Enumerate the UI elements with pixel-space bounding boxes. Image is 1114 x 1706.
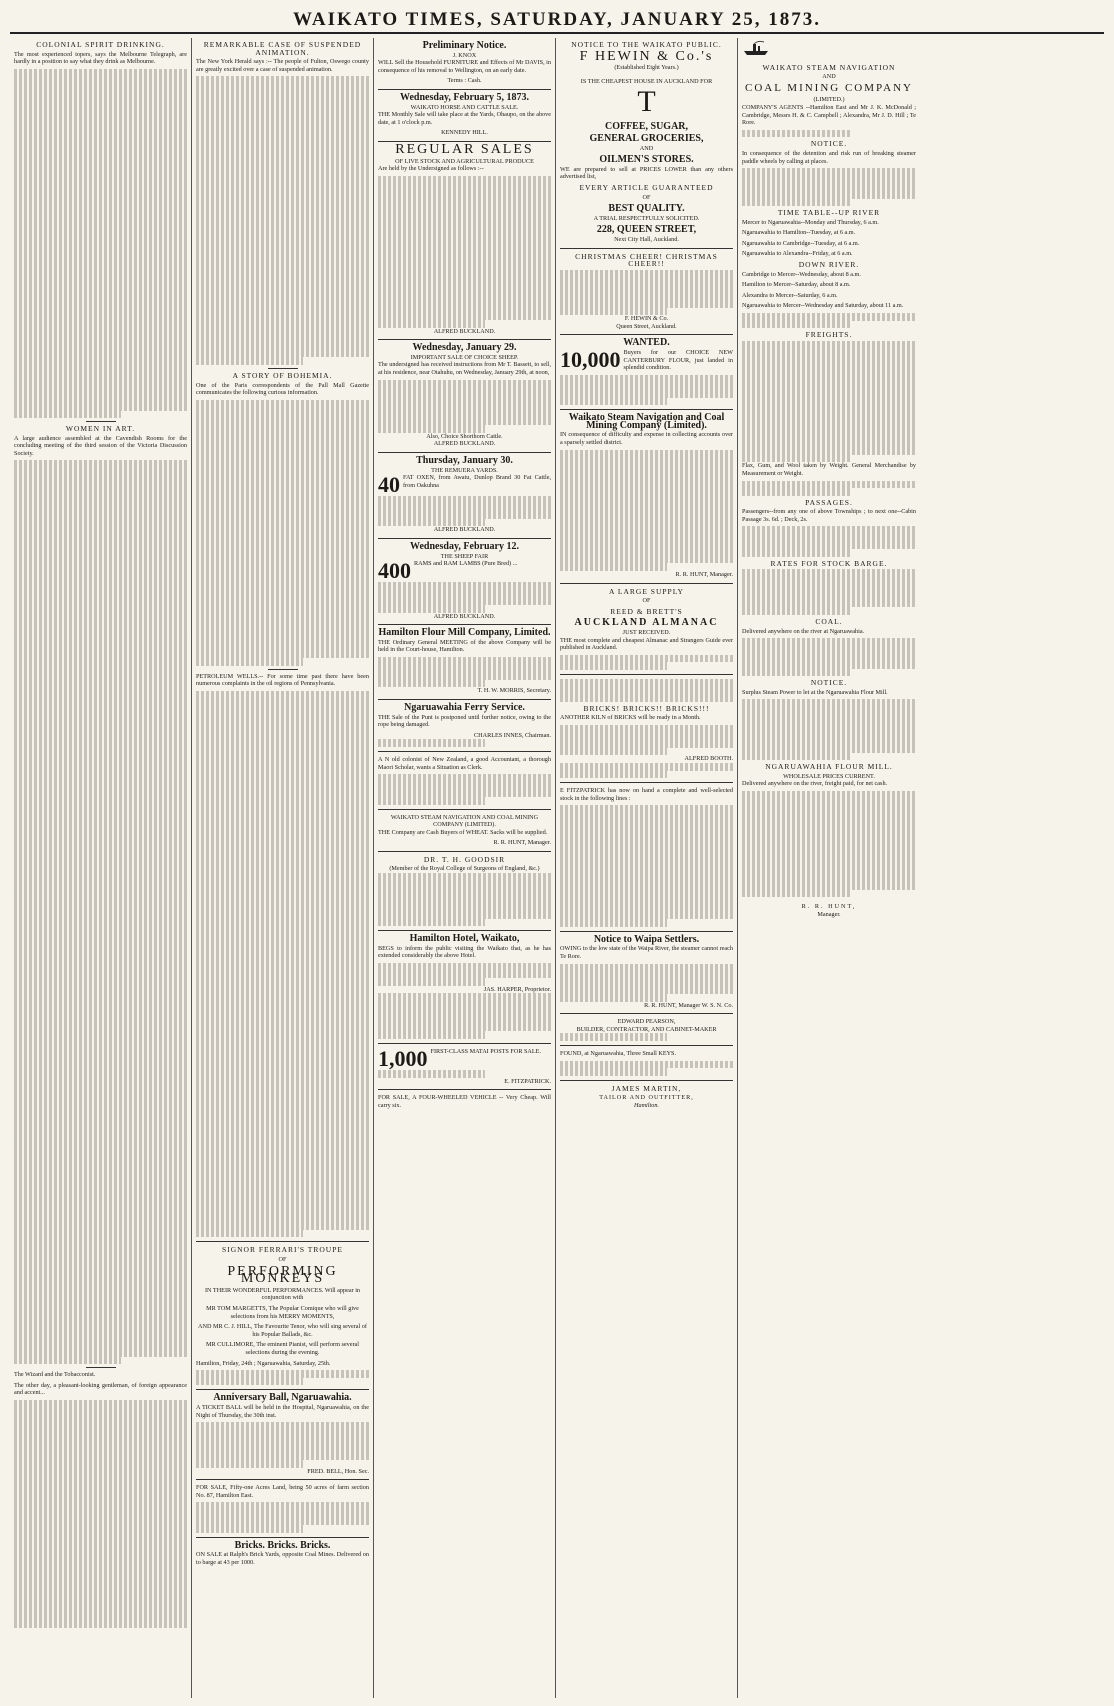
ad-subtitle: (LIMITED.) (813, 96, 845, 104)
ad-title: Wednesday, January 29. (412, 342, 517, 354)
ad-signature: R. R. HUNT, Manager. (675, 571, 733, 579)
ad-title: DR. T. H. GOODSIR (423, 854, 506, 864)
ad-signature: R. R. HUNT, Manager. (493, 839, 551, 847)
column-2 (192, 38, 374, 1698)
ad-heading: A LARGE SUPPLY (609, 586, 684, 596)
ad-signature: Queen Street, Auckland. (616, 322, 677, 330)
ad-text: MR CULLIMORE, The eminent Pianist, will perform several selections during the evening. (205, 1341, 359, 1356)
ad-heading: TIME TABLE--UP RIVER (777, 208, 881, 218)
ad-text: THE Monthly Sale will take place at the Yards, Ohaupo, on the above date, at 1 o'clock p.m. (378, 111, 551, 126)
ad-title: CHRISTMAS CHEER! CHRISTMAS CHEER!! (575, 251, 718, 269)
ad-text: WILL Sell the Household FURNITURE and Effects of Mr DAVIS, in consequence of his removal to Wellington, on an early date. (378, 59, 551, 74)
timetable-row: Mercer to Ngaruawahia--Monday and Thursday, 6 a.m. (742, 218, 879, 226)
ad-signature: R. R. HUNT, (801, 903, 857, 911)
article-lead: A large audience assembled at the Cavendish Rooms for the concluding meeting of the third session of the Victoria Discussion Society. (14, 434, 187, 457)
ad-text: MR TOM MARGETTS, The Popular Comique who will give selections from his MERRY MOMENTS, (206, 1305, 359, 1320)
article-heading: The Wizard and the Tobacconist. (14, 1371, 96, 1379)
ad-text: FOR SALE, Fifty-one Acres Land, being 50 acres of farm section No. 87, Hamilton East. (196, 1484, 369, 1499)
ad-signature: CHARLES INNES, Chairman. (474, 731, 551, 739)
ad-text: Flax, Gum, and Wool taken by Weight. General Merchandise by Measurement or Weight. (742, 462, 916, 477)
ad-big-letter: T (637, 85, 656, 119)
ad-title: EDWARD PEARSON, (617, 1018, 676, 1026)
ad-title: Hamilton Flour Mill Company, Limited. (378, 627, 551, 639)
article-lead: One of the Paris correspondents of the Pall Mall Gazette communicates the following curious information. (196, 381, 369, 397)
ad-text: COMPANY'S AGENTS --Hamilton East and Mr J. K. McDonald ; Cambridge, Messrs H. & C. Campbell ; Alexandra, Mr J. D. Hill ; Te Rore. (742, 103, 916, 127)
ad-title: WANTED. (623, 337, 670, 349)
ad-title: NOTICE TO THE WAIKATO PUBLIC. (571, 40, 722, 49)
ad-text: ANOTHER KILN of BRICKS will be ready in a Month. (560, 714, 701, 722)
ad-title: JAMES MARTIN, (611, 1083, 682, 1093)
article-heading: COLONIAL SPIRIT DRINKING. (36, 40, 165, 49)
ad-signature: ALFRED BUCKLAND. (433, 440, 496, 448)
ad-text: Next City Hall, Auckland. (614, 235, 679, 243)
ad-text: Buyers for our CHOICE NEW CANTERBURY FLOUR, just landed in splendid condition. (623, 349, 733, 372)
ad-title: BRICKS! BRICKS!! BRICKS!!! (583, 703, 710, 713)
ad-subtitle: J. KNOX (452, 51, 477, 59)
ad-text: THE most complete and cheapest Almanac and Strangers Guide ever published in Auckland. (560, 636, 733, 652)
ad-title: Notice to Waipa Settlers. (593, 933, 700, 945)
ad-heading: FREIGHTS. (805, 330, 853, 340)
ad-subtitle: THE REMUERA YARDS. (431, 466, 498, 474)
ad-text: FAT OXEN, from Awatu, Dunlop Brand 30 Fat Cattle, from Oakuhna (403, 474, 551, 489)
article-lead: The other day, a pleasant-looking gentleman, of foreign appearance and accent... (14, 1381, 187, 1397)
ad-heading: AND (639, 144, 654, 152)
ad-text: THE Sale of the Punt is postponed until further notice, owing to the rope being damaged. (378, 713, 551, 729)
ad-big-number: 10,000 (560, 347, 621, 373)
ad-text: OWING to the low state of the Waipa River, the steamer cannot reach Te Rore. (560, 945, 733, 960)
ad-subtitle: TAILOR AND OUTFITTER, (599, 1094, 694, 1102)
article-heading: A STORY OF BOHEMIA. (232, 370, 333, 380)
ad-text: FOR SALE, A FOUR-WHEELED VEHICLE -- Very Cheap. Will carry six. (378, 1094, 551, 1109)
ad-heading: OF (642, 597, 651, 605)
ad-signature: T. H. W. MORRIS, Secretary. (477, 687, 551, 695)
timetable-row: Ngaruawahia to Cambridge--Tuesday, at 6 a.m. (742, 239, 860, 247)
ad-heading: SIGNOR FERRARI'S TROUPE (222, 1245, 343, 1255)
ad-subtitle: (Established Eight Years.) (614, 64, 679, 72)
ad-title: AUCKLAND ALMANAC (574, 617, 719, 629)
timetable-row: Ngaruawahia to Alexandra--Friday, at 6 a.m. (742, 250, 853, 258)
ad-signature: E. FITZPATRICK. (504, 1077, 551, 1085)
ad-text: THE Company are Cash Buyers of WHEAT. Sacks will be supplied. (378, 828, 548, 836)
ad-title: Preliminary Notice. (422, 40, 507, 51)
ad-text: Surplus Steam Power to let at the Ngaruawahia Flour Mill. (742, 688, 888, 696)
ad-heading: NOTICE. (810, 139, 848, 149)
ad-text: BEGS to inform the public visiting the Waikato that, as he has extended considerably the above Hotel. (378, 944, 551, 960)
ad-big-number: 400 (378, 558, 411, 584)
ad-subtitle: THE SHEEP FAIR (440, 552, 489, 560)
steamship-icon (742, 40, 770, 56)
ad-text: Passengers--from any one of above Townships ; to next one--Cabin Passage 3s. 6d. ; Deck, 2s. (742, 508, 916, 523)
ad-signature: JAS. HARPER, Proprietor. (483, 985, 551, 993)
ad-subtitle: WAIKATO HORSE AND CATTLE SALE. (410, 103, 519, 111)
ad-signature: FRED. BELL, Hon. Sec. (307, 1467, 369, 1475)
masthead (10, 8, 1104, 34)
ad-heading: COFFEE, SUGAR, (604, 121, 689, 133)
ad-text: Delivered anywhere on the river at Ngaruawahia. (742, 627, 865, 635)
ad-heading: WAIKATO STEAM NAVIGATION (762, 62, 896, 72)
ad-text: A N old colonist of New Zealand, a good Accountant, a thorough Maori Scholar, wants a Situation as Clerk. (378, 755, 551, 771)
ad-text: In consequence of the detention and risk run of breaking steamer paddle wheels by calling at places. (742, 149, 916, 165)
ad-title: F HEWIN & Co.'s (579, 48, 714, 64)
ad-title: COAL MINING COMPANY (745, 81, 913, 94)
ad-subtitle: JUST RECEIVED. (622, 629, 671, 637)
column-4 (556, 38, 738, 1698)
ad-title: Wednesday, February 5, 1873. (400, 91, 529, 103)
timetable-row: Ngaruawahia to Hamilton--Tuesday, at 6 a.m. (742, 229, 856, 237)
ad-heading: PASSAGES. (805, 497, 853, 507)
ad-heading: BEST QUALITY. (608, 203, 685, 215)
timetable-row: Alexandra to Mercer--Saturday, 6 a.m. (742, 291, 838, 299)
timetable-row: Hamilton to Mercer--Saturday, about 8 a.m. (742, 281, 851, 289)
timetable-row: Cambridge to Mercer--Wednesday, about 8 a.m. (742, 270, 861, 278)
ad-heading: GENERAL GROCERIES, (589, 132, 704, 144)
ad-text: ON SALE at Ralph's Brick Yards, opposite Coal Mines. Delivered on to barge at 43 per 1000. (196, 1551, 369, 1567)
article-lead: The most experienced topers, says the Melbourne Telegraph, are hardly in a position to say what they drink as Melbourne. (14, 50, 187, 66)
ad-heading: 228, QUEEN STREET, (596, 224, 697, 236)
ad-title: Waikato Steam Navigation and Coal Mining Company (Limited). (568, 412, 725, 431)
ad-signature: ALFRED BUCKLAND. (433, 612, 496, 620)
ad-signature: KENNEDY HILL. (441, 129, 488, 137)
ad-text: THE Ordinary General MEETING of the above Company will be held in the Court-house, Hamilton. (378, 638, 551, 654)
ad-heading: A TRIAL RESPECTFULLY SOLICITED. (593, 214, 700, 222)
ad-text: Delivered anywhere on the river, freight paid, for net cash. (742, 780, 888, 788)
ad-heading: RATES FOR STOCK BARGE. (770, 558, 888, 568)
ad-heading: EVERY ARTICLE GUARANTEED (579, 182, 714, 192)
ad-subtitle: IMPORTANT SALE OF CHOICE SHEEP. (410, 353, 519, 361)
ad-heading: OF (278, 1256, 287, 1264)
ad-text: WE are prepared to sell at PRICES LOWER than any others advertised list, (560, 165, 733, 181)
ad-heading: OILMEN'S STORES. (599, 154, 694, 166)
ad-heading: COAL. (815, 617, 843, 626)
ad-title: Wednesday, February 12. (410, 541, 519, 553)
ad-subtitle: Hamilton. (634, 1101, 659, 1109)
masthead-title: WAIKATO TIMES, SATURDAY, JANUARY 25, 1873. (293, 9, 821, 30)
ad-title: REGULAR SALES (395, 141, 534, 157)
ad-text: IN THEIR WONDERFUL PERFORMANCES. Will appear in conjunction with (204, 1286, 361, 1302)
ad-text: Terms : Cash. (447, 77, 482, 85)
ad-title: Bricks. Bricks. Bricks. (234, 1539, 331, 1551)
ad-text: FOUND, at Ngaruawahia, Three Small KEYS. (560, 1049, 677, 1057)
article-lead: PETROLEUM WELLS.-- For some time past there have been numerous complaints in the oil regions of Pennsylvania. (196, 672, 369, 688)
ad-heading: DOWN RIVER. (798, 260, 860, 270)
ad-title: Thursday, January 30. (416, 454, 513, 466)
ad-signature: ALFRED BUCKLAND. (433, 526, 496, 534)
ad-text: Are held by the Undersigned as follows :-- (378, 165, 484, 173)
article-heading: REMARKABLE CASE OF SUSPENDED ANIMATION. (203, 40, 362, 57)
ad-text: RAMS and RAM LAMBS (Pure Bred) ... (414, 560, 518, 568)
ad-title: WAIKATO STEAM NAVIGATION AND COAL MINING COMPANY (LIMITED). (390, 813, 539, 829)
ad-heading: AND (822, 73, 836, 81)
column-1 (10, 38, 192, 1698)
ad-text: Also, Choice Shorthorn Cattle. (426, 432, 503, 440)
ad-text: Hamilton, Friday, 24th ; Ngaruawahia, Saturday, 25th. (196, 1359, 331, 1367)
ad-big-number: 40 (378, 472, 400, 498)
ad-signature: R. R. HUNT, Manager W. S. N. Co. (644, 1001, 733, 1009)
ad-subtitle: OF LIVE STOCK AND AGRICULTURAL PRODUCE (395, 157, 534, 165)
ad-text: AND MR C. J. HILL, The Favourite Tenor, who will sing several of his Popular Ballads, &c. (198, 1323, 367, 1338)
ad-text: IS THE CHEAPEST HOUSE IN AUCKLAND FOR (580, 77, 713, 85)
ad-signature: ALFRED BOOTH. (684, 755, 733, 763)
ad-signature: Manager. (817, 910, 841, 918)
ad-text: IN consequence of difficulty and expense in collecting accounts over a sparsely settled district. (560, 431, 733, 446)
ad-text: E FITZPATRICK has now on hand a complete and well-selected stock in the following lines : (560, 787, 733, 802)
ad-text: The undersigned has received instructions from Mr T. Bassett, to sell, at his residence, near Otahuhu, on Wednesday, January 29th, at noon, (378, 361, 551, 376)
ad-text: A TICKET BALL will be held in the Hospital, Ngaruawahia, on the Night of Thursday, the 30th inst. (196, 1403, 369, 1419)
ad-heading: OF (642, 193, 651, 201)
ad-title: Hamilton Hotel, Waikato, (409, 933, 520, 945)
ad-signature: ALFRED BUCKLAND. (433, 327, 496, 335)
columns (10, 38, 1104, 1698)
ad-title: PERFORMING MONKEYS (227, 1263, 338, 1287)
ad-subtitle: WHOLESALE PRICES CURRENT. (783, 772, 875, 780)
ad-title: Ngaruawahia Ferry Service. (404, 701, 525, 713)
ad-text: FIRST-CLASS MATAI POSTS FOR SALE. (430, 1047, 542, 1055)
ad-heading: NOTICE. (810, 678, 848, 688)
ad-signature: F. HEWIN & Co. (624, 315, 669, 323)
ad-title: Anniversary Ball, Ngaruawahia. (213, 1392, 352, 1404)
ad-heading: NGARUAWAHIA FLOUR MILL. (765, 762, 893, 772)
column-3 (374, 38, 556, 1698)
article-lead: The New York Herald says :-- The people of Fulton, Oswego county are greatly excited over a case of suspended animation. (196, 58, 369, 73)
ad-subtitle: BUILDER, CONTRACTOR, AND CABINET-MAKER (576, 1025, 717, 1033)
ad-subtitle: (Member of the Royal College of Surgeons of England, &c.) (389, 865, 540, 873)
article-heading: WOMEN IN ART. (65, 424, 136, 434)
ad-big-number: 1,000 (378, 1045, 428, 1071)
ad-heading: REED & BRETT'S (610, 606, 683, 616)
timetable-row: Ngaruawahia to Mercer--Wednesday and Saturday, about 11 a.m. (742, 302, 904, 310)
column-5 (738, 38, 920, 1698)
